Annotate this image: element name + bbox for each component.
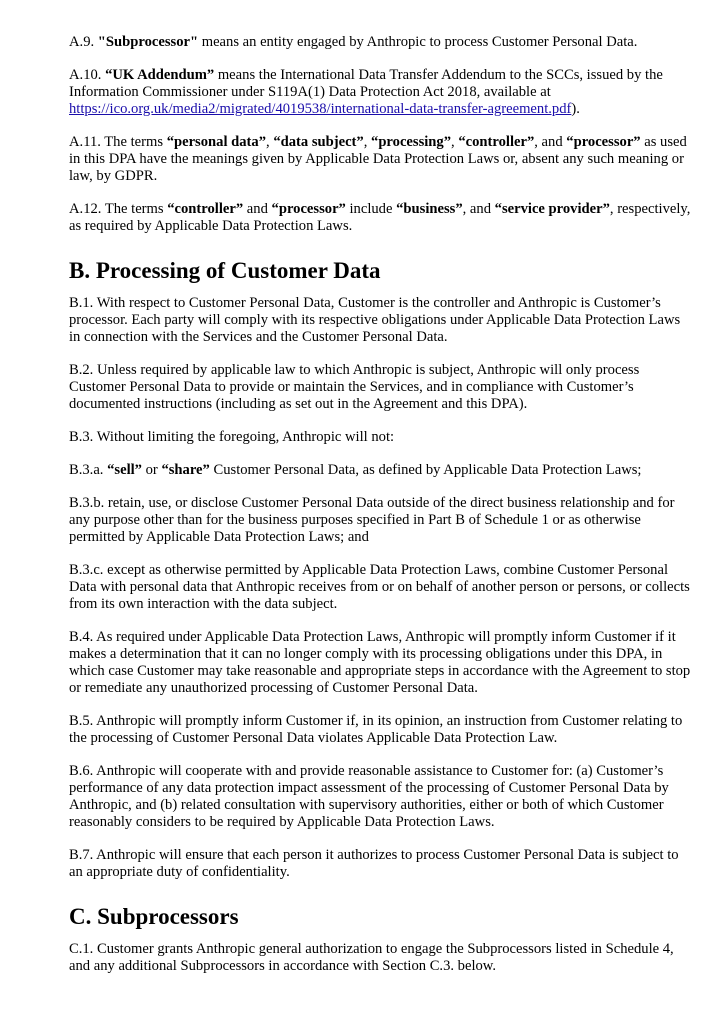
defined-term: "Subprocessor" (97, 34, 199, 50)
clause-a12: A.12. The terms “controller” and “processor” include “business”, and “service provider”, respectively, as required by Applicable Data Protection Laws. (69, 201, 691, 234)
clause-a11: A.11. The terms “personal data”, “data subject”, “processing”, “controller”, and “processor” as used in this DPA have the meanings given by Applicable Data Protection Laws or, absent any such meaning or law, by GDPR. (69, 134, 687, 184)
clause-b5: B.5. Anthropic will promptly inform Customer if, in its opinion, an instruction from Customer relating to the processing of Customer Personal Data violates Applicable Data Protection Law. (69, 713, 683, 746)
clause-b2: B.2. Unless required by applicable law to which Anthropic is subject, Anthropic will only process Customer Personal Data to provide or maintain the Services, and in compliance with Customer’s documented instructions (including as set out in the Agreement and this DPA). (69, 362, 640, 412)
section-b-heading: B. Processing of Customer Data (69, 258, 381, 283)
defined-term: “controller” (167, 201, 244, 217)
clause-b3c: B.3.c. except as otherwise permitted by Applicable Data Protection Laws, combine Customer Personal Data with personal data that Anthropic receives from or on behalf of another person or persons, or collects from its own interaction with the data subject. (69, 562, 690, 612)
clause-b3a: B.3.a. “sell” or “share” Customer Personal Data, as defined by Applicable Data Protection Laws; (69, 462, 642, 478)
clause-b6: B.6. Anthropic will cooperate with and provide reasonable assistance to Customer for: (a) Customer’s performance of any data protection impact assessment of the processing of Customer Personal Data by Anthropic, and (b) related consultation with supervisory authorities, either or both of which Customer reasonably considers to be required by Applicable Data Protection Laws. (69, 763, 669, 830)
defined-term: “processor” (566, 134, 641, 150)
defined-term: “processing” (371, 134, 452, 150)
defined-term: “service provider” (494, 201, 610, 217)
defined-term: “business” (396, 201, 463, 217)
clause-a10: A.10. “UK Addendum” means the International Data Transfer Addendum to the SCCs, issued by the Information Commissioner under S119A(1) Data Protection Act 2018, available at https://ico.org.uk/media2/migrated/4019538/international-data-transfer-agreement.pdf). (69, 67, 663, 117)
clause-b4: B.4. As required under Applicable Data Protection Laws, Anthropic will promptly inform Customer if it makes a determination that it can no longer comply with its processing obligations under this DPA, in which case Customer may take reasonable and appropriate steps in accordance with the Agreement to stop or remediate any unauthorized processing of Customer Personal Data. (69, 629, 691, 696)
defined-term: “processor” (271, 201, 346, 217)
clause-b1: B.1. With respect to Customer Personal Data, Customer is the controller and Anthropic is Customer’s processor. Each party will comply with its respective obligations under Applicable Data Protection Laws in connection with the Services and the Customer Personal Data. (69, 295, 681, 345)
clause-b3b: B.3.b. retain, use, or disclose Customer Personal Data outside of the direct business relationship and for any purpose other than for the business purposes specified in Part B of Schedule 1 or as otherwise permitted by Applicable Data Protection Laws; and (69, 495, 675, 545)
defined-term: “sell” (107, 462, 142, 478)
clause-b7: B.7. Anthropic will ensure that each person it authorizes to process Customer Personal Data is subject to an appropriate duty of confidentiality. (69, 847, 679, 880)
clause-c1: C.1. Customer grants Anthropic general authorization to engage the Subprocessors listed in Schedule 4, and any additional Subprocessors in accordance with Section C.3. below. (69, 941, 674, 974)
clause-a9: A.9. "Subprocessor" means an entity engaged by Anthropic to process Customer Personal Data. (69, 34, 638, 50)
defined-term: “personal data” (166, 134, 267, 150)
defined-term: “data subject” (273, 134, 364, 150)
defined-term: “UK Addendum” (105, 67, 215, 83)
defined-term: “share” (161, 462, 210, 478)
ico-agreement-link[interactable]: https://ico.org.uk/media2/migrated/4019538/international-data-transfer-agreement.pdf (69, 101, 572, 117)
defined-term: “controller” (458, 134, 535, 150)
document-page (69, 34, 691, 991)
clause-b3: B.3. Without limiting the foregoing, Anthropic will not: (69, 429, 395, 445)
section-c-heading: C. Subprocessors (69, 904, 239, 929)
